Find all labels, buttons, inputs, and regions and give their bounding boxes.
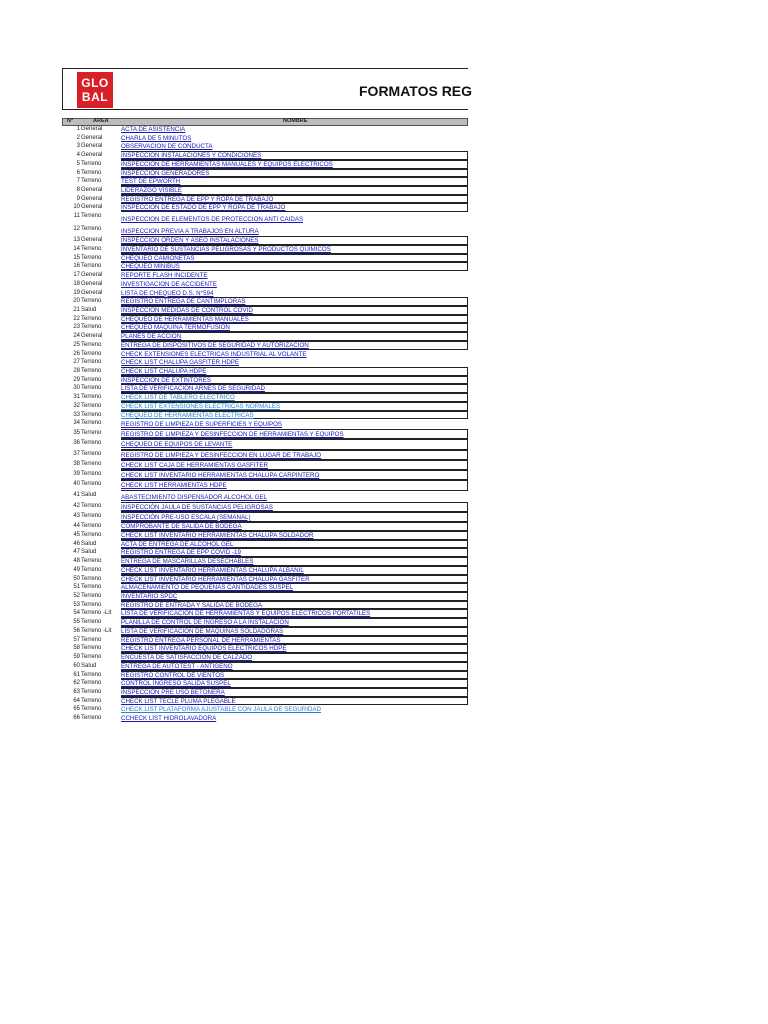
row-number: 33 (73, 411, 80, 418)
row-area: Terreno (81, 213, 102, 220)
table-row (62, 351, 468, 360)
format-link[interactable]: PLANILLA DE CONTROL DE INGRESO A LA INSTALACION (121, 618, 468, 627)
row-area: General (81, 237, 103, 244)
row-area: Terreno (81, 532, 102, 538)
row-number: 3 (76, 143, 80, 150)
row-number: 55 (73, 619, 80, 626)
row-number: 6 (76, 169, 80, 176)
row-area: Terreno (81, 160, 102, 167)
row-area: Terreno (81, 440, 102, 447)
row-number: 40 (73, 481, 80, 488)
row-number: 42 (73, 502, 80, 509)
row-number: 22 (73, 315, 80, 322)
row-area: Terreno (81, 645, 102, 652)
row-number: 51 (73, 584, 80, 591)
row-number: 46 (73, 540, 80, 547)
row-number: 52 (73, 593, 80, 600)
table-row (62, 272, 468, 281)
row-area: Terreno (81, 715, 102, 722)
row-number: 14 (73, 245, 80, 252)
row-area: General (81, 134, 103, 141)
format-link[interactable]: CHECK LIST INVENTARIO EQUIPOS ELECTRICOS HDPE (121, 644, 468, 653)
format-link[interactable]: CCHECK LIST HIDROLAVADORA (121, 715, 217, 723)
table-row (62, 213, 468, 226)
row-number: 49 (73, 566, 80, 573)
row-number: 15 (73, 254, 80, 261)
row-area: Terreno (81, 394, 102, 401)
row-area: Terreno (81, 558, 102, 565)
page-title: FORMATOS REG (359, 83, 473, 99)
table-row (62, 706, 468, 715)
row-number: 28 (73, 367, 80, 374)
row-area: Salud (81, 540, 97, 547)
table-row (62, 281, 468, 290)
format-link[interactable]: CHECK LIST CHALUPA HDPE (121, 367, 468, 376)
row-number: 32 (73, 402, 80, 409)
row-area: General (81, 272, 103, 279)
row-area: Terreno (81, 575, 102, 582)
row-number: 19 (73, 289, 80, 296)
format-link[interactable]: ENCUESTA DE SATISFACCIÓN DE CALZADO (121, 653, 468, 662)
format-link[interactable]: COMPROBANTE DE SALIDA DE BODEGA (121, 522, 468, 531)
format-link[interactable]: INSPECCIÓN JAULA DE SUSTANCIAS PELIGROSAS (121, 502, 468, 512)
row-number: 13 (73, 237, 80, 244)
logo-text-bottom: BAL (81, 90, 109, 104)
format-link[interactable]: ENTREGA DE AUTOTEST - ANTIGENO (121, 662, 468, 671)
row-number: 17 (73, 272, 80, 279)
row-number: 66 (73, 715, 80, 722)
format-link[interactable]: INVENTARIO SPDC (121, 592, 468, 601)
table-row (62, 135, 468, 144)
row-area: Terreno (81, 324, 102, 331)
row-number: 31 (73, 394, 80, 401)
row-area: Terreno (81, 601, 102, 608)
row-area: Terreno (81, 402, 102, 409)
row-area: Terreno (81, 523, 102, 530)
row-area: Terreno (81, 420, 102, 427)
format-link[interactable]: ACTA DE ENTREGA DE ALCOHOL GEL (121, 540, 468, 549)
row-number: 26 (73, 350, 80, 357)
format-link[interactable]: INSPECCION DE EXTINTORES (121, 376, 468, 385)
format-link[interactable]: CHECK LIST INVENTARIO HERRAMIENTAS CHALUPA SOLDADOR (121, 531, 468, 540)
format-link[interactable]: REPORTE FLASH INCIDENTE (121, 272, 208, 280)
row-area: Terreno (81, 298, 102, 305)
table-row (62, 481, 468, 492)
row-area: Terreno (81, 254, 102, 261)
row-area: Terreno (81, 671, 102, 678)
format-link[interactable]: REGISTRO ENTREGA DE CANTIMPLORAS (121, 297, 468, 306)
row-area: Terreno (81, 430, 102, 437)
format-link[interactable]: CHECK LIST HERRAMIENTAS HDPE (121, 480, 468, 491)
row-area: Terreno (81, 245, 102, 252)
row-number: 44 (73, 523, 80, 530)
format-link[interactable]: LISTA DE VERIFICACION ARNES DE SEGURIDAD (121, 384, 468, 393)
format-link[interactable]: INSPECCIÓN PRE USO BETONERA (121, 688, 468, 697)
column-header-row (62, 118, 468, 126)
row-number: 47 (73, 549, 80, 556)
format-link[interactable]: LISTA DE VERIFICACION DE HERRAMIENTAS Y EQUIPOS ELECTRICOS PORTATILES (121, 609, 468, 618)
row-number: 38 (73, 461, 80, 468)
format-link[interactable]: REGISTRO DE LIMPIEZA Y DESINFECCION DE HERRAMIENTAS Y EQUIPOS (121, 429, 468, 439)
row-number: 48 (73, 558, 80, 565)
format-link[interactable]: CHEQUEO MAQUINA TERMOFUSIÓN (121, 323, 468, 332)
format-link[interactable]: CHECK LIST TECLE PLUMA PLEGABLE (121, 697, 468, 706)
row-number: 8 (76, 187, 80, 194)
row-area: Terreno (81, 512, 102, 519)
format-link[interactable]: CHEQUEO MINIBUS (121, 262, 468, 271)
row-number: 16 (73, 263, 80, 270)
row-number: 35 (73, 430, 80, 437)
row-area: Terreno (81, 470, 102, 477)
format-link[interactable]: CHEQUEO DE EQUIPOS DE LEVANTE (121, 439, 468, 450)
column-header-nombre: NOMBRE (283, 118, 308, 124)
row-number: 65 (73, 706, 80, 713)
row-number: 45 (73, 532, 80, 538)
row-number: 63 (73, 688, 80, 695)
row-area: General (81, 187, 103, 194)
row-number: 1 (76, 126, 80, 132)
row-number: 64 (73, 697, 80, 704)
table-row (62, 263, 468, 272)
row-area: Terreno (81, 680, 102, 687)
format-link[interactable]: ABASTECIMIENTO DISPENSADOR ALCOHOL GEL (121, 493, 268, 501)
format-link[interactable]: CHECK LIST EXTENSIONES ELECTRICAS NORMALES (121, 402, 468, 411)
table-row (62, 342, 468, 351)
row-area: General (81, 289, 103, 296)
row-number: 39 (73, 470, 80, 477)
row-number: 54 (73, 610, 80, 617)
format-link[interactable]: PLANES DE ACCIÓN (121, 332, 468, 341)
table-row (62, 204, 468, 213)
format-link[interactable]: CHECK LIST INVENTARIO HERRAMIENTAS CHALUPA CARPINTERO (121, 470, 468, 481)
row-area: Terreno (81, 263, 102, 270)
row-number: 21 (73, 306, 80, 313)
row-area: Terreno (81, 584, 102, 591)
row-area: Terreno (81, 636, 102, 643)
row-number: 60 (73, 662, 80, 669)
row-number: 34 (73, 420, 80, 427)
format-link[interactable]: INVENTARIO DE SUSTANCIAS PELIGROSAS Y PRODUCTOS QUIMICOS (121, 245, 468, 254)
row-number: 41 (73, 491, 80, 498)
row-number: 4 (76, 152, 80, 159)
format-link[interactable]: REGISTRO DE ENTRADA Y SALIDA DE BODEGA (121, 601, 468, 610)
format-link[interactable]: INSPECCIÓN PRE-USO ESCALA (SEMANAL) (121, 512, 468, 523)
format-link[interactable]: CHECK LIST INVENTARIO HERRAMIENTAS CHALUPA GASFITER (121, 575, 468, 584)
row-area: Terreno (81, 461, 102, 468)
format-link[interactable]: INSPECCION PREVIA A TRABAJOS EN ALTURA (121, 228, 259, 236)
column-header-number: N° (67, 118, 74, 124)
format-link[interactable]: ENTREGA DE DISPOSITIVOS DE SEGURIDAD Y AUTORIZACIÓN (121, 341, 468, 350)
row-area: Salud (81, 491, 97, 498)
column-header-area: AREA (93, 118, 109, 124)
row-number: 10 (73, 204, 80, 211)
logo-text-top: GLO (81, 76, 109, 90)
row-area: General (81, 143, 103, 150)
row-number: 61 (73, 671, 80, 678)
row-area: General (81, 126, 103, 132)
row-number: 11 (73, 213, 80, 220)
table-row (62, 715, 468, 724)
format-link[interactable]: CHECK LIST CHALUPA GASFITER HDPE (121, 359, 240, 367)
row-area: Terreno (81, 376, 102, 383)
row-area: General (81, 152, 103, 159)
row-area: Salud (81, 662, 97, 669)
row-area: General (81, 195, 103, 202)
row-area: Terreno (81, 367, 102, 374)
row-area: Terreno (81, 450, 102, 457)
row-area: General (81, 280, 103, 287)
format-link[interactable]: CHEQUEO CAMIONETAS (121, 254, 468, 263)
row-number: 25 (73, 341, 80, 348)
row-area: Terreno (81, 706, 102, 713)
row-area: Terreno (81, 385, 102, 392)
row-area: Terreno (81, 688, 102, 695)
format-link[interactable]: INSPECCION GENERADORES (121, 169, 468, 178)
row-number: 5 (76, 160, 80, 167)
format-link[interactable]: REGISTRO ENTREGA DE EPP Y ROPA DE TRABAJO (121, 195, 468, 204)
row-area: Terreno (81, 350, 102, 357)
format-link[interactable]: REGISTRO ENTREGA PERSONAL DE HERRAMIENTAS (121, 636, 468, 645)
format-link[interactable]: INSPECCION ORDEN Y ASEO INSTALACIONES (121, 236, 468, 245)
format-link[interactable]: OBSERVACION DE CONDUCTA (121, 143, 213, 151)
row-number: 29 (73, 376, 80, 383)
row-number: 43 (73, 512, 80, 519)
row-area: Terreno (81, 359, 102, 366)
global-logo (77, 72, 113, 108)
format-link[interactable]: CHECK LIST CAJA DE HERRAMIENTAS GASFITER (121, 460, 468, 470)
row-number: 24 (73, 333, 80, 340)
row-number: 58 (73, 645, 80, 652)
row-number: 18 (73, 280, 80, 287)
row-area: Terreno (81, 481, 102, 488)
row-number: 57 (73, 636, 80, 643)
row-area: Terreno (81, 654, 102, 661)
table-row (62, 698, 468, 707)
row-number: 9 (76, 195, 80, 202)
row-area: Terreno (81, 178, 102, 185)
format-link[interactable]: INSPECCION DE ELEMENTOS DE PROTECCION ANTI CAIDAS (121, 216, 304, 224)
row-number: 56 (73, 627, 80, 634)
format-link[interactable]: INSPECCION MEDIDAS DE CONTROL COVID (121, 306, 468, 315)
format-link[interactable]: INSPECCION DE HERRAMIENTAS MANUALES Y EQUIPOS ELECTRICOS (121, 160, 468, 169)
spreadsheet (62, 68, 473, 724)
row-area: Salud (81, 549, 97, 556)
format-link[interactable]: REGISTRO DE LIMPIEZA Y DESINFECCION EN LUGAR DE TRABAJO (121, 450, 468, 461)
row-area: Terreno (81, 169, 102, 176)
format-link[interactable]: REGISTRO ENTREGA DE EPP COVID -19 (121, 548, 468, 557)
format-link[interactable]: LISTA DE VERIFICACION DE MAQUINAS SOLDADORAS (121, 627, 468, 636)
format-link[interactable]: TEST DE EPWORTH (121, 177, 468, 186)
row-area: Terreno (81, 341, 102, 348)
row-area: Terreno -Lit (81, 627, 112, 634)
row-number: 20 (73, 298, 80, 305)
format-link[interactable]: CHEQUEO DE HERRAMIENTAS ELECTRICAS (121, 411, 468, 420)
format-link[interactable]: REGISTRO DE LIMPIEZA DE SUPERFICIES Y EQUIPOS (121, 421, 283, 429)
format-link[interactable]: ACTA DE ASISTENCIA (121, 126, 186, 133)
format-link[interactable]: CHEQUEO DE HERRAMIENTAS MANUALES (121, 315, 468, 324)
format-link[interactable]: LIDERAZGO VISIBLE (121, 186, 468, 195)
format-link[interactable]: CONTROL INGRESO SALIDA SUSPEL (121, 679, 468, 688)
row-area: General (81, 204, 103, 211)
table-row (62, 126, 468, 135)
format-link[interactable]: LISTA DE CHEQUEO D.S. N°594 (121, 289, 214, 297)
row-area: Terreno (81, 411, 102, 418)
row-number: 2 (76, 134, 80, 141)
row-number: 36 (73, 440, 80, 447)
row-area: Terreno (81, 619, 102, 626)
format-link[interactable]: CHECK LIST DE TABLERO ELECTRICO (121, 393, 468, 402)
format-link[interactable]: ENTREGA DE MASCARILLAS DESECHABLES (121, 557, 468, 566)
row-number: 7 (76, 178, 80, 185)
row-number: 59 (73, 654, 80, 661)
format-link[interactable]: INSPECCION DE ESTADO DE EPP Y ROPA DE TRABAJO (121, 203, 468, 212)
row-number: 50 (73, 575, 80, 582)
row-number: 23 (73, 324, 80, 331)
format-link[interactable]: CHECK EXTENSIONES ELECTRICAS INDUSTRIAL AL VOLANTE (121, 350, 307, 358)
row-number: 37 (73, 450, 80, 457)
row-area: Terreno (81, 566, 102, 573)
row-area: Salud (81, 306, 97, 313)
row-number: 53 (73, 601, 80, 608)
row-number: 30 (73, 385, 80, 392)
sheet-header (62, 68, 473, 110)
row-area: Terreno (81, 315, 102, 322)
row-area: Terreno (81, 502, 102, 509)
format-link[interactable]: ALMACENAMIENTO DE PEQUEÑAS CANTIDADES SUSPEL (121, 583, 468, 592)
row-area: Terreno (81, 593, 102, 600)
row-area: Terreno (81, 697, 102, 704)
format-link[interactable]: REGISTRO CONTROL DE VIENTOS (121, 671, 468, 680)
format-link[interactable]: INSPECCION INSTALACIONES Y CONDICIONES (121, 151, 468, 160)
format-list (62, 126, 468, 724)
row-area: Terreno -Lit (81, 610, 112, 617)
format-link[interactable]: CHECK LIST INVENTARIO HERRAMIENTAS CHALUPA ALBAÑIL (121, 566, 468, 575)
row-number: 27 (73, 359, 80, 366)
format-link[interactable]: INVESTIGACION DE ACCIDENTE (121, 280, 217, 288)
table-row (62, 412, 468, 421)
row-number: 62 (73, 680, 80, 687)
format-link[interactable]: CHECK LIST PLATAFORMA AJUSTABLE CON JAULA DE SEGURIDAD (121, 706, 321, 714)
row-number: 12 (73, 226, 80, 233)
format-link[interactable]: CHARLA DE 5 MINUTOS (121, 134, 192, 142)
row-area: Terreno (81, 226, 102, 233)
row-area: General (81, 333, 103, 340)
